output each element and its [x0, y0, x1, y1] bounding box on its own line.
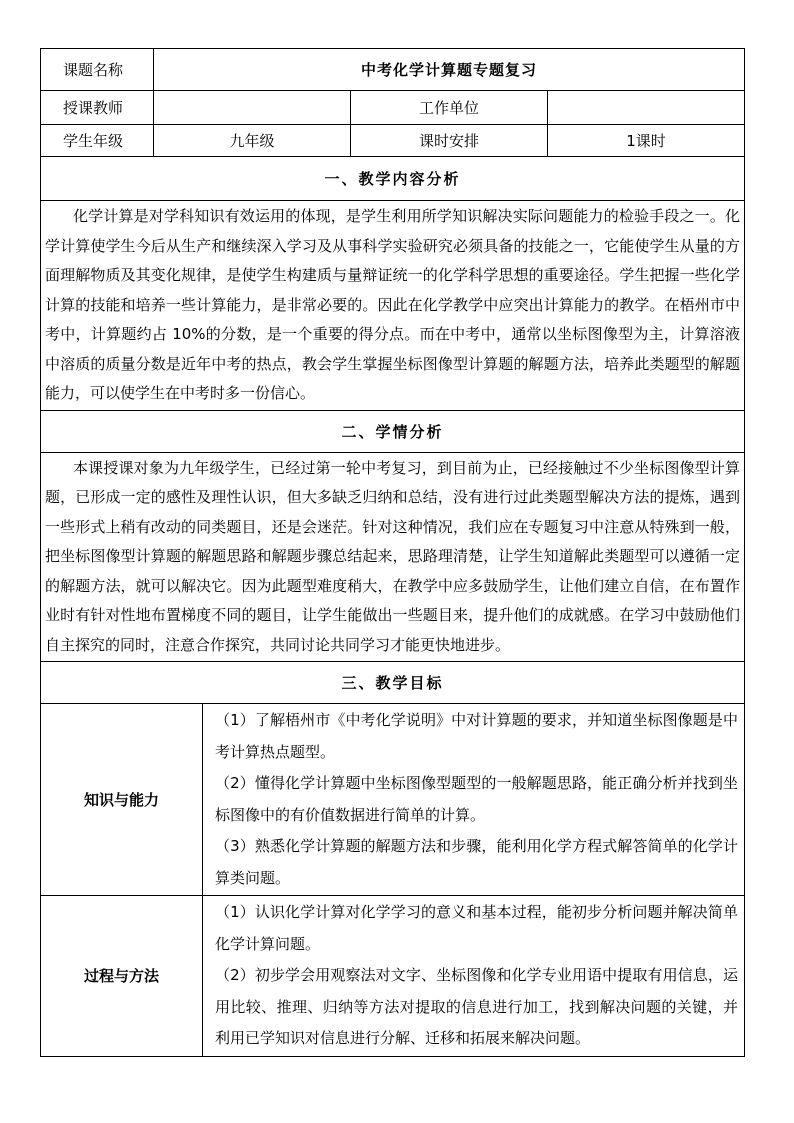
content-analysis-heading: 一、教学内容分析 [41, 157, 745, 201]
process-item-2: （2）初步学会用观察法对文字、坐标图像和化学专业用语中提取有用信息，运用比较、推理、归纳等方法对提取的信息进行加工，找到解决问题的关键，并利用已学知识对信息进行分解、迁移和拓展来解决问题。 [215, 966, 738, 1047]
learner-analysis-heading-row [41, 410, 745, 452]
hours-value: 1课时 [548, 125, 745, 157]
knowledge-item-1: （1）了解梧州市《中考化学说明》中对计算题的要求，并知道坐标图像题是中考计算热点题型。 [215, 711, 738, 761]
content-analysis-row [41, 201, 745, 411]
teaching-goals-heading: 三、教学目标 [41, 662, 745, 704]
process-method-content [203, 896, 745, 1057]
topic-label: 课题名称 [41, 49, 154, 91]
unit-label: 工作单位 [351, 91, 548, 125]
learner-analysis-row [41, 452, 745, 662]
process-method-row [41, 896, 745, 1057]
content-analysis-heading-row [41, 157, 745, 201]
process-item-1: （1）认识化学计算对化学学习的意义和基本过程，能初步分析问题并解决简单化学计算问题。 [215, 903, 738, 953]
unit-value [548, 91, 745, 125]
lesson-plan-document [40, 48, 744, 1057]
page-title: 中考化学计算题专题复习 [154, 49, 745, 91]
grade-label: 学生年级 [41, 125, 154, 157]
learner-analysis-text: 本课授课对象为九年级学生，已经过第一轮中考复习，到目前为止，已经接触过不少坐标图像型计算题，已形成一定的感性及理性认识，但大多缺乏归纳和总结，没有进行过此类题型解决方法的提炼，遇到一些形式上稍有改动的同类题目，还是会迷茫。针对这种情况，我们应在专题复习中注意从特殊到一般，把坐标图像型计算题的解题思路和解题步骤总结起来，思路理清楚，让学生知道解此类题型可以遵循一定的解题方法，就可以解决它。因为此题型难度稍大，在教学中应多鼓励学生，让他们建立自信，在布置作业时有针对性地布置梯度不同的题目，让学生能做出一些题目来，提升他们的成就感。在学习中鼓励他们自主探究的同时，注意合作探究，共同讨论共同学习才能更快地进步。 [41, 452, 745, 662]
knowledge-item-3: （3）熟悉化学计算题的解题方法和步骤，能利用化学方程式解答简单的化学计算类问题。 [215, 837, 738, 887]
knowledge-ability-label: 知识与能力 [41, 704, 203, 896]
content-analysis-text: 化学计算是对学科知识有效运用的体现，是学生利用所学知识解决实际问题能力的检验手段之一。化学计算使学生今后从生产和继续深入学习及从事科学实验研究必须具备的技能之一，它能使学生从量的方面理解物质及其变化规律，是使学生构建质与量辩证统一的化学科学思想的重要途径。学生把握一些化学计算的技能和培养一些计算能力，是非常必要的。因此在化学教学中应突出计算能力的教学。在梧州市中考中，计算题约占 10%的分数，是一个重要的得分点。而在中考中，通常以坐标图像型为主，计算溶液中溶质的质量分数是近年中考的热点，教会学生掌握坐标图像型计算题的解题方法，培养此类题型的解题能力，可以使学生在中考时多一份信心。 [41, 201, 745, 411]
knowledge-item-2: （2）懂得化学计算题中坐标图像型题型的一般解题思路，能正确分析并找到坐标图像中的有价值数据进行简单的计算。 [215, 774, 738, 824]
teaching-goals-table [40, 704, 745, 1057]
teaching-goals-heading-row [41, 662, 745, 704]
topic-row [41, 49, 745, 91]
process-method-label: 过程与方法 [41, 896, 203, 1057]
knowledge-ability-row [41, 704, 745, 896]
hours-label: 课时安排 [351, 125, 548, 157]
teacher-row [41, 91, 745, 125]
teacher-value [154, 91, 351, 125]
grade-value: 九年级 [154, 125, 351, 157]
teacher-label: 授课教师 [41, 91, 154, 125]
knowledge-ability-content [203, 704, 745, 896]
lesson-plan-table [40, 48, 745, 704]
learner-analysis-heading: 二、学情分析 [41, 410, 745, 452]
grade-row [41, 125, 745, 157]
